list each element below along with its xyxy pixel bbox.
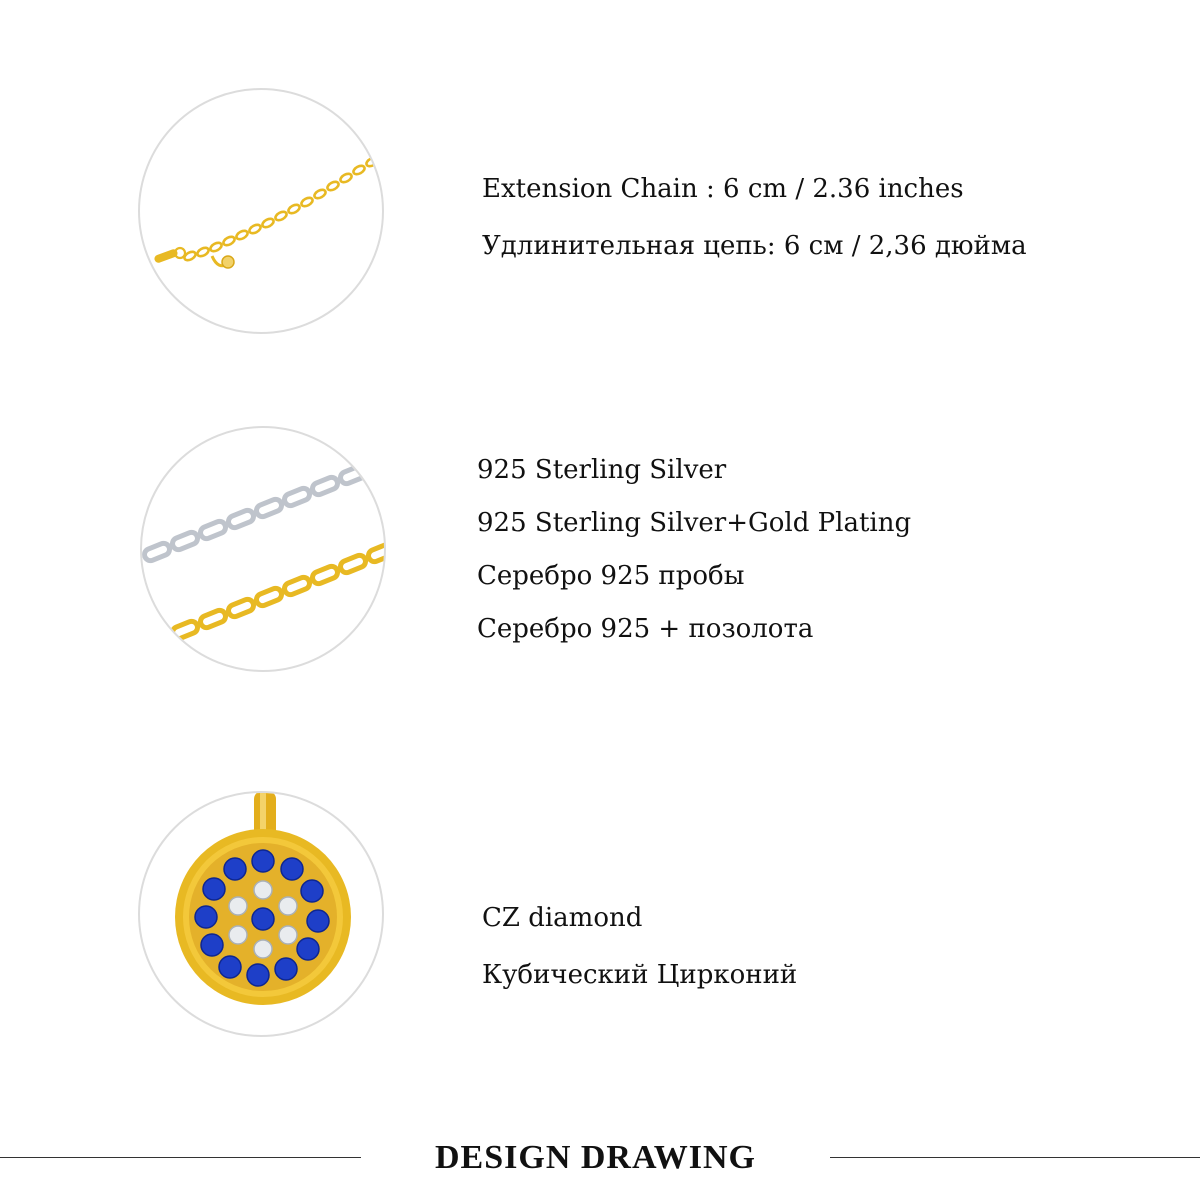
stone-label-en: CZ diamond [482,903,643,933]
material-label-silver-en: 925 Sterling Silver [477,455,727,485]
material-label-gold-ru: Серебро 925 + позолота [477,614,814,644]
extension-chain-label-ru: Удлинительная цепь: 6 см / 2,36 дюйма [482,231,1027,261]
evil-eye-pendant-icon [140,793,384,1037]
footer-divider-right [830,1157,1200,1158]
material-label-gold-en: 925 Sterling Silver+Gold Plating [477,508,912,538]
stone-label-ru: Кубический Цирконий [482,960,798,990]
gold-chain-icon [140,90,384,334]
pendant-image [138,791,384,1037]
silver-gold-chain-icon [142,428,386,672]
footer-divider-left [0,1157,361,1158]
material-label-silver-ru: Серебро 925 пробы [477,561,745,591]
extension-chain-image [138,88,384,334]
material-chains-image [140,426,386,672]
design-drawing-heading: DESIGN DRAWING [435,1139,756,1176]
extension-chain-label-en: Extension Chain : 6 cm / 2.36 inches [482,174,964,204]
